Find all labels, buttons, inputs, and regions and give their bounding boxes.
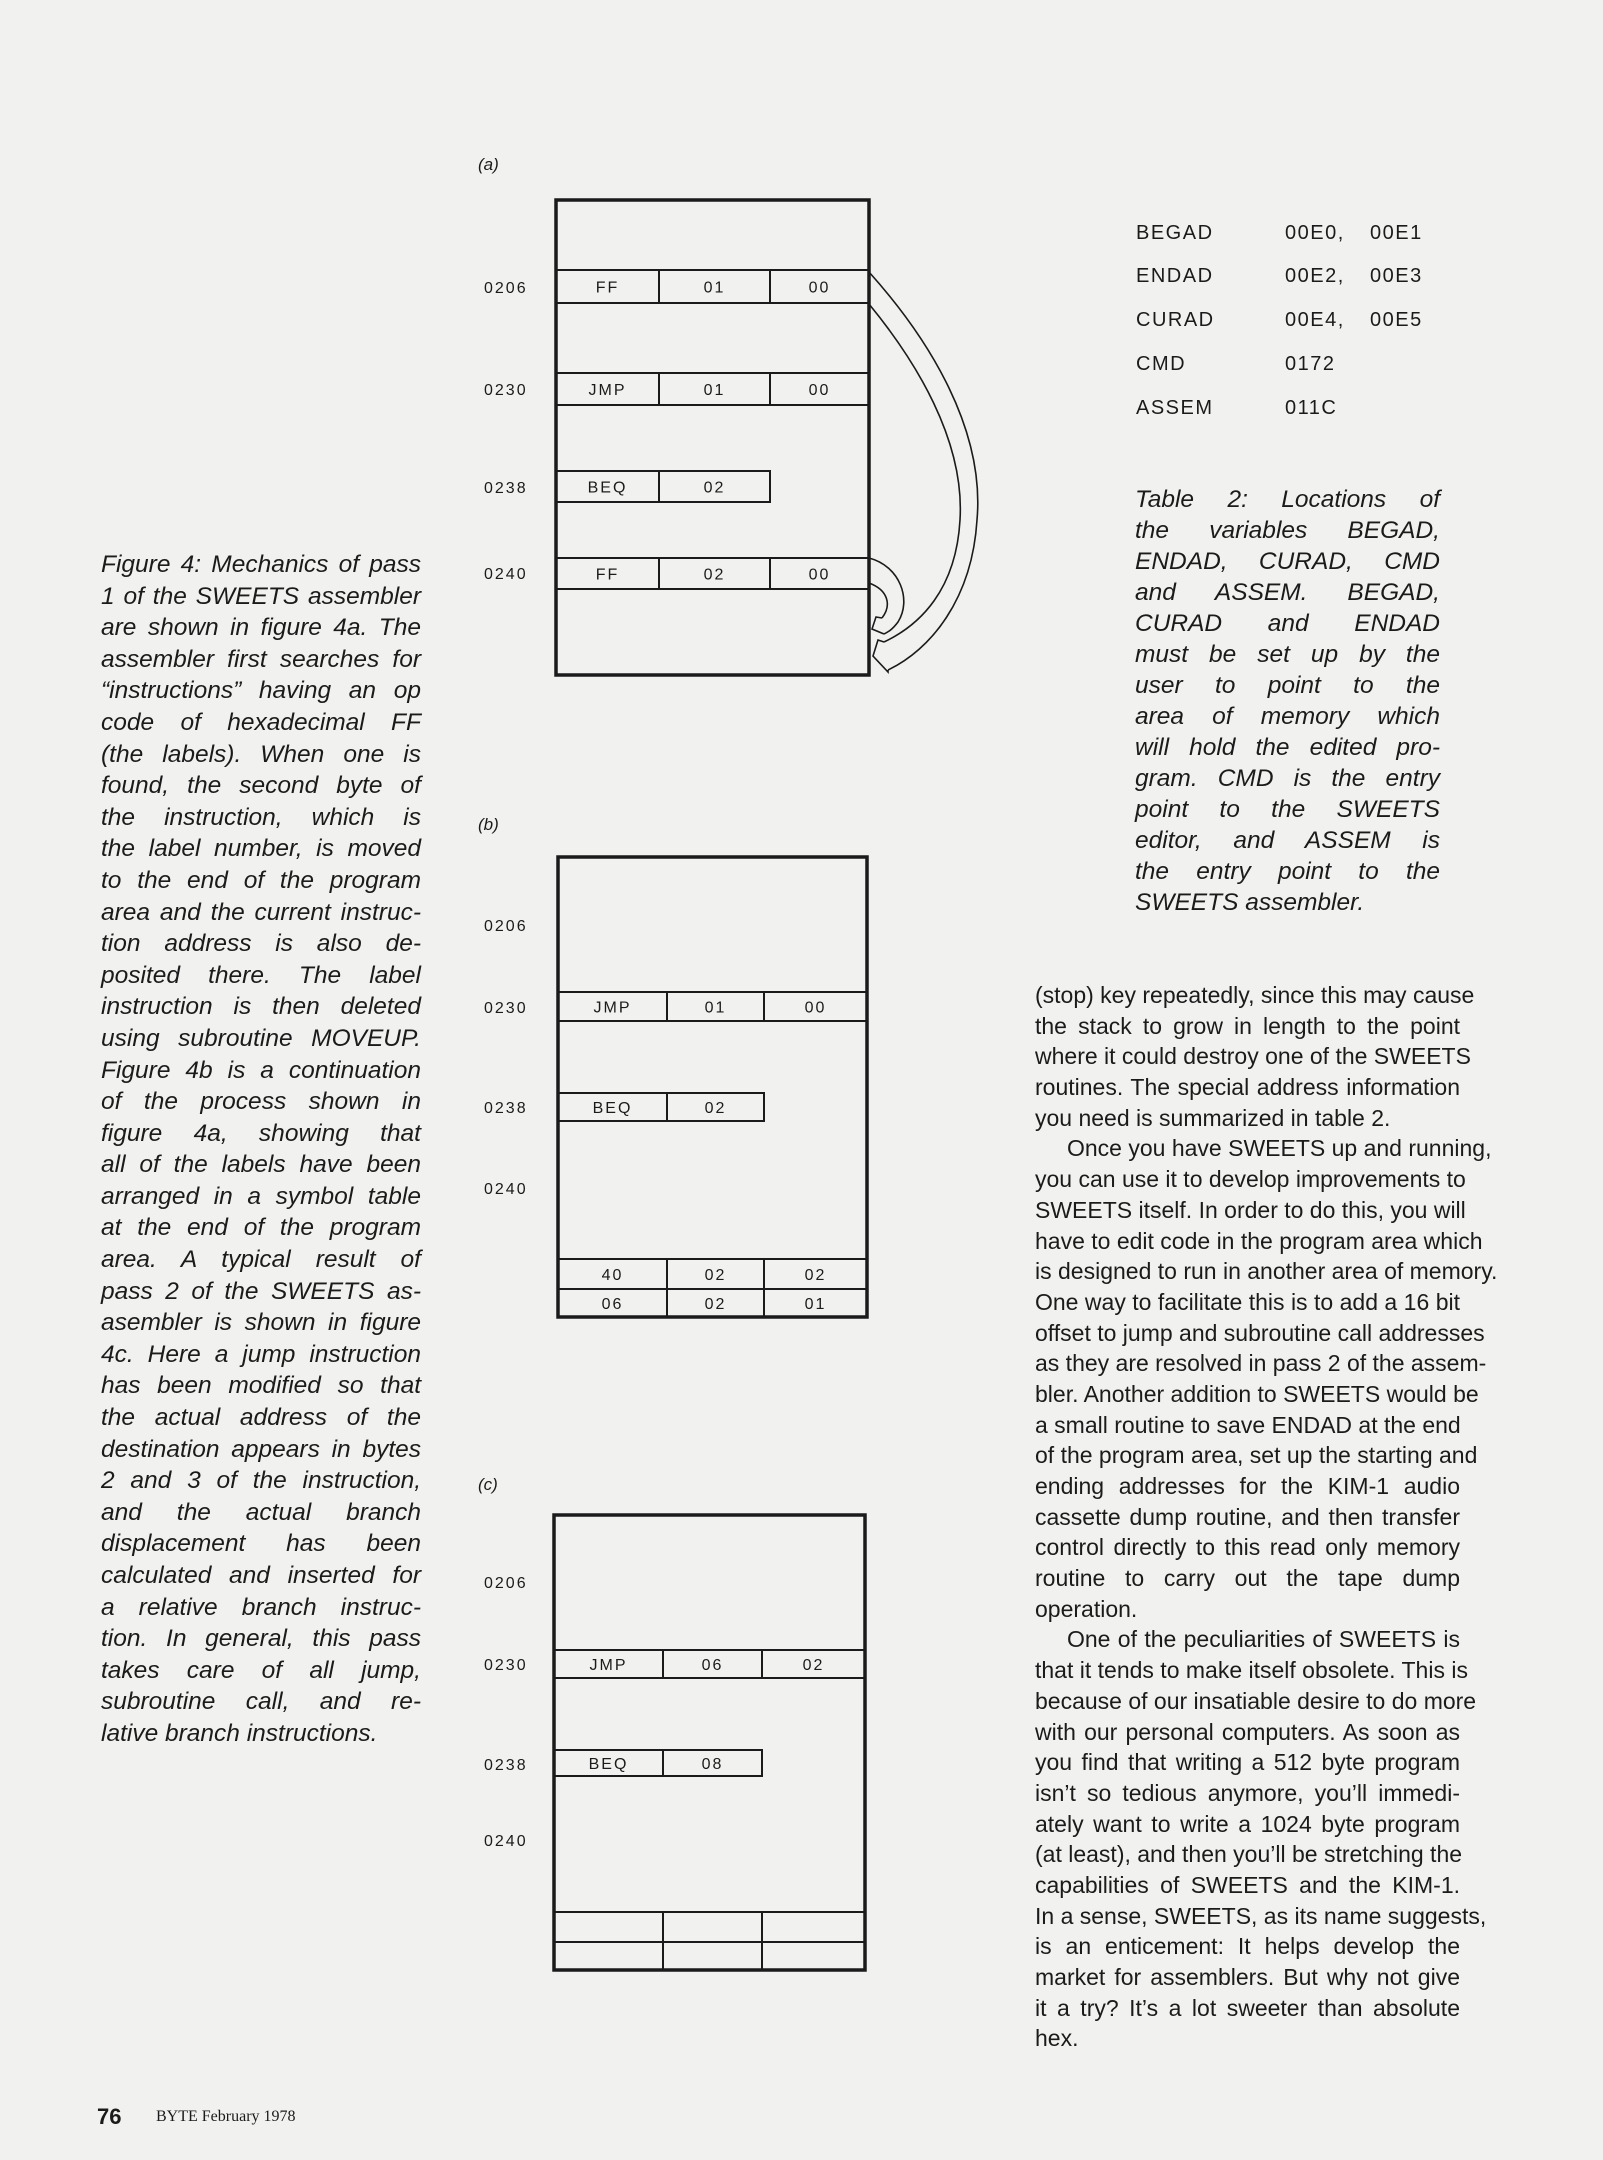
caption-line: using subroutine MOVEUP. [101,1024,421,1052]
caption-line: found, the second byte of [101,772,421,800]
byte-value: 08 [701,1756,724,1773]
caption-line: the actual address of the [101,1404,421,1432]
caption-line: posited there. The label [101,961,421,989]
variable-address: 00E4, [1285,309,1345,331]
instruction-row [554,1650,865,1678]
body-line: SWEETS itself. In order to do this, you will [1035,1196,1466,1223]
byte-value: JMP [589,1657,628,1674]
caption-line: the variables BEGAD, [1135,517,1440,544]
caption-line: SWEETS assembler. [1135,889,1365,916]
figure-panel-label: (c) [478,1475,498,1494]
instruction-row [556,270,869,303]
caption-line: destination appears in bytes [101,1435,421,1463]
body-line: routines. The special address information [1035,1074,1460,1101]
caption-line: the label number, is moved [101,835,421,863]
body-line: have to edit code in the program area which [1035,1227,1483,1254]
caption-line: code of hexadecimal FF [101,708,421,736]
byte-value: 00 [808,566,831,584]
variable-address: 00E0, [1285,222,1345,244]
body-line: is designed to run in another area of memory. [1035,1258,1498,1285]
body-line: is an enticement: It helps develop the [1035,1933,1460,1960]
caption-line: takes care of all jump, [101,1656,421,1684]
byte-value: BEQ [587,479,628,497]
address-label: 0240 [484,1181,528,1198]
byte-value: 01 [703,279,726,297]
body-line: bler. Another addition to SWEETS would be [1035,1380,1479,1407]
caption-line: tion address is also de- [101,930,421,958]
body-line: market for assemblers. But why not give [1035,1964,1460,1990]
byte-cell [762,1942,865,1970]
caption-line: editor, and ASSEM is [1135,827,1440,854]
memory-block [556,200,869,675]
caption-line: displacement has been [101,1530,421,1558]
address-label: 0230 [484,1657,528,1674]
byte-cell [663,1942,762,1970]
byte-cell [663,1912,762,1942]
memory-diagram-c [478,1475,865,1970]
address-label: 0240 [484,566,528,583]
body-line: control directly to this read only memory [1035,1534,1460,1561]
instruction-row [558,1259,867,1289]
caption-line: assembler first searches for [101,645,421,673]
caption-line: and the actual branch [101,1498,421,1526]
article-body [1035,980,1498,2054]
arrowhead-icon [873,640,888,672]
body-line: where it could destroy one of the SWEETS [1035,1043,1471,1070]
caption-line: user to point to the [1135,672,1440,699]
caption-line: “instructions” having an op [101,677,421,705]
variable-address: 011C [1285,397,1338,419]
body-line: that it tends to make itself obsolete. This is [1035,1657,1468,1684]
instruction-row [556,471,770,502]
body-line: it a try? It’s a lot sweeter than absolute [1035,1994,1460,2021]
memory-block [554,1515,865,1970]
memory-diagram-a [478,155,869,675]
byte-value: 01 [804,1296,827,1313]
body-line: (at least), and then you’ll be stretching the [1035,1841,1463,1868]
variable-name: CURAD [1136,309,1215,331]
byte-value: FF [595,279,620,297]
caption-line: the entry point to the [1135,858,1440,885]
body-line: hex. [1035,2025,1079,2052]
variable-name: ENDAD [1136,265,1214,287]
byte-value: 00 [804,999,827,1017]
caption-line: ENDAD, CURAD, CMD [1135,548,1440,575]
caption-line: Figure 4b is a continuation [101,1056,421,1084]
caption-line: CURAD and ENDAD [1135,610,1440,637]
paragraph [1035,980,1475,1133]
body-line: Once you have SWEETS up and running, [1067,1135,1492,1162]
byte-value: 02 [704,1100,727,1117]
byte-value: 40 [601,1267,624,1284]
byte-value: JMP [588,382,627,399]
figure-panel-label: (a) [478,155,499,174]
body-line: capabilities of SWEETS and the KIM-1. [1035,1871,1460,1898]
variable-address: 00E2, [1285,265,1345,287]
memory-block [558,857,867,1317]
variable-address: 00E5 [1370,309,1423,331]
address-label: 0238 [484,1757,528,1774]
byte-value: 00 [808,279,831,297]
caption-line: gram. CMD is the entry [1135,765,1440,792]
curved-arrow-icon [869,583,887,618]
body-line: a small routine to save ENDAD at the end [1035,1411,1461,1438]
caption-line: 1 of the SWEETS assembler [101,582,421,610]
instruction-row [556,373,869,405]
caption-line: a relative branch instruc- [101,1593,421,1621]
body-line: operation. [1035,1595,1138,1622]
body-line: routine to carry out the tape dump [1035,1565,1460,1592]
instruction-row [554,1912,865,1942]
body-line: with our personal computers. As soon as [1035,1718,1460,1745]
curved-arrow-icon [869,272,978,670]
caption-line: must be set up by the [1135,641,1440,668]
body-line: In a sense, SWEETS, as its name suggests, [1035,1902,1487,1929]
address-label: 0238 [484,1100,528,1117]
caption-line: of the process shown in [101,1088,421,1116]
address-label: 0206 [484,280,528,297]
byte-cell [554,1912,663,1942]
caption-line: lative branch instructions. [101,1719,378,1747]
byte-value: 02 [804,1267,827,1284]
body-line: ately want to write a 1024 byte program [1035,1810,1460,1837]
body-line: offset to jump and subroutine call addresses [1035,1319,1485,1346]
address-label: 0230 [484,1000,528,1017]
instruction-row [554,1750,762,1776]
byte-value: 01 [703,382,726,399]
instruction-row [558,1093,764,1121]
arrowhead-icon [872,617,884,634]
figure-panel-label: (b) [478,815,499,834]
body-line: the stack to grow in length to the point [1035,1012,1460,1039]
caption-line: pass 2 of the SWEETS as- [101,1277,421,1305]
byte-value: 02 [802,1657,825,1674]
variable-address: 00E3 [1370,265,1423,287]
address-label: 0238 [484,480,528,497]
caption-line: the instruction, which is [101,803,421,831]
caption-line: calculated and inserted for [101,1562,421,1589]
caption-line: will hold the edited pro- [1135,734,1440,761]
body-line: One way to facilitate this is to add a 16 bit [1035,1288,1460,1315]
body-line: cassette dump routine, and then transfer [1035,1503,1460,1530]
caption-line: arranged in a symbol table [101,1182,421,1210]
byte-value: 01 [704,999,727,1017]
caption-line: (the labels). When one is [101,740,421,768]
byte-value: 00 [808,382,831,399]
caption-line: are shown in figure 4a. The [101,614,421,642]
address-label: 0230 [484,382,528,399]
memory-diagram-b [478,815,867,1317]
byte-value: 06 [601,1296,624,1313]
instruction-row [558,1289,867,1317]
label-move-arrows [869,272,978,672]
instruction-row [558,992,867,1021]
body-line: (stop) key repeatedly, since this may cause [1035,982,1475,1008]
caption-line: has been modified so that [101,1372,421,1400]
caption-line: all of the labels have been [101,1151,421,1179]
variable-address: 00E1 [1370,222,1423,244]
caption-line: area. A typical result of [101,1246,421,1274]
caption-line: point to the SWEETS [1135,796,1440,823]
variable-address: 0172 [1285,353,1336,375]
byte-value: 02 [704,1296,727,1313]
caption-line: Table 2: Locations of [1135,486,1440,513]
byte-value: FF [595,566,620,584]
caption-line: instruction is then deleted [101,993,421,1021]
body-line: you need is summarized in table 2. [1035,1104,1391,1131]
byte-value: 02 [703,479,726,497]
variable-name: BEGAD [1136,222,1214,244]
address-label: 0206 [484,1575,528,1592]
variable-name: ASSEM [1136,397,1214,419]
publication-line: BYTE February 1978 [156,2108,296,2125]
address-label: 0206 [484,918,528,935]
byte-value: 02 [704,1267,727,1284]
byte-value: JMP [593,999,632,1017]
body-line: isn’t so tedious anymore, you’ll immedi- [1035,1779,1460,1806]
caption-line: 4c. Here a jump instruction [101,1340,421,1368]
body-line: ending addresses for the KIM-1 audio [1035,1473,1460,1499]
caption-line: Figure 4: Mechanics of pass [101,551,421,578]
body-line: you find that writing a 512 byte program [1035,1749,1460,1776]
caption-line: area and the current instruc- [101,898,421,926]
caption-line: area of memory which [1135,703,1440,730]
body-line: of the program area, set up the starting and [1035,1442,1478,1469]
instruction-row [554,1942,865,1970]
paragraph [1035,1624,1487,2054]
caption-line: figure 4a, showing that [101,1119,421,1147]
page-number: 76 [97,2104,122,2129]
byte-cell [762,1912,865,1942]
caption-line: subroutine call, and re- [101,1688,421,1716]
address-label: 0240 [484,1833,528,1850]
caption-line: to the end of the program [101,866,421,894]
caption-line: tion. In general, this pass [101,1625,421,1653]
caption-line: asembler is shown in figure [101,1309,421,1337]
byte-value: 06 [701,1657,724,1674]
body-line: as they are resolved in pass 2 of the assem- [1035,1350,1487,1377]
byte-value: 02 [703,566,726,584]
caption-line: at the end of the program [101,1214,421,1242]
variable-name: CMD [1136,353,1187,375]
byte-value: BEQ [592,1100,633,1117]
caption-line: 2 and 3 of the instruction, [101,1467,421,1495]
byte-value: BEQ [588,1756,629,1773]
body-line: you can use it to develop improvements to [1035,1166,1466,1193]
body-line: because of our insatiable desire to do more [1035,1687,1477,1714]
byte-cell [554,1942,663,1970]
caption-line: and ASSEM. BEGAD, [1135,579,1440,606]
paragraph [1035,1133,1498,1624]
body-line: One of the peculiarities of SWEETS is [1067,1626,1460,1653]
table-2-caption [1135,484,1440,918]
instruction-row [556,558,869,589]
